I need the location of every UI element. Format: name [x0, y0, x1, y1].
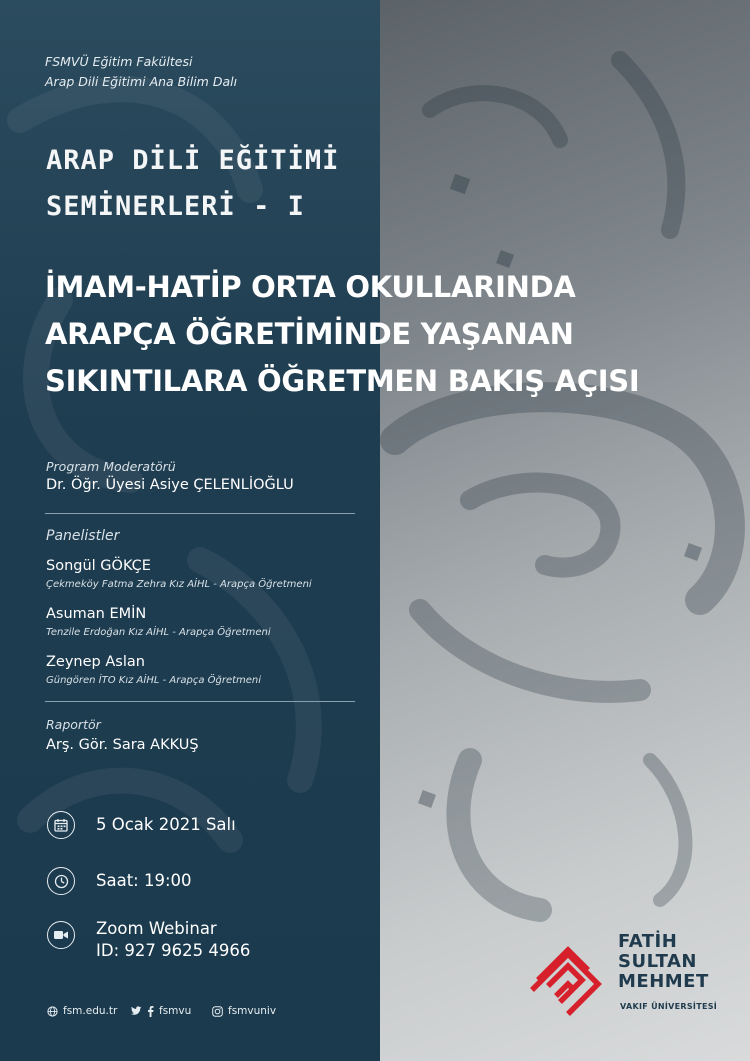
series-title	[46, 138, 339, 230]
panelist-role: Güngören İTO Kız AİHL - Arapça Öğretmeni	[46, 675, 262, 686]
reporter-label: Raportör	[46, 717, 101, 732]
faculty-line: FSMVÜ Eğitim Fakültesi	[45, 54, 193, 69]
divider	[45, 513, 355, 514]
seminar-title-line2: ARAPÇA ÖĞRETİMİNDE YAŞANAN	[45, 317, 574, 351]
logo-line1: FATİH	[618, 931, 678, 952]
seminar-title-line3: SIKINTILARA ÖĞRETMEN BAKIŞ AÇISI	[45, 364, 640, 398]
event-platform: Zoom Webinar	[96, 919, 217, 938]
instagram-icon	[212, 1006, 223, 1017]
panelist-name: Asuman EMİN	[46, 606, 147, 622]
logo-line2: SULTAN	[618, 951, 697, 972]
logo-subtitle: VAKIF ÜNİVERSİTESİ	[620, 1002, 718, 1011]
facebook-icon	[147, 1006, 154, 1017]
background-texture	[380, 0, 750, 1061]
panelists-label: Panelistler	[46, 528, 120, 544]
panelist-role: Tenzile Erdoğan Kız AİHL - Arapça Öğretmeni	[46, 627, 271, 638]
calendar-icon	[47, 811, 75, 839]
series-title-line1: ARAP DİLİ EĞİTİMİ	[46, 145, 340, 176]
meeting-id: ID: 927 9625 4966	[96, 941, 251, 960]
website-text: fsm.edu.tr	[63, 1005, 118, 1017]
divider	[45, 701, 355, 702]
moderator-name: Dr. Öğr. Üyesi Asiye ÇELENLİOĞLU	[46, 477, 294, 493]
moderator-label: Program Moderatörü	[46, 459, 176, 474]
instagram-link[interactable]	[212, 1005, 276, 1017]
clock-icon	[47, 867, 75, 895]
logo-line3: MEHMET	[618, 971, 709, 992]
instagram-handle: fsmvuniv	[228, 1005, 277, 1017]
panelist-name: Songül GÖKÇE	[46, 558, 151, 574]
department-line: Arap Dili Eğitimi Ana Bilim Dalı	[45, 74, 238, 89]
university-logo-wordmark	[618, 932, 709, 992]
event-time: Saat: 19:00	[96, 871, 192, 890]
twitter-facebook-handle: fsmvu	[159, 1005, 192, 1017]
faculty-heading	[45, 52, 237, 92]
video-camera-icon	[47, 921, 75, 949]
university-logo-mark	[528, 930, 608, 1016]
panelist-name: Zeynep Aslan	[46, 654, 145, 670]
website-link[interactable]	[47, 1005, 117, 1017]
globe-icon	[47, 1006, 58, 1017]
seminar-title	[45, 264, 639, 405]
event-date: 5 Ocak 2021 Salı	[96, 815, 236, 834]
twitter-facebook-link[interactable]	[131, 1005, 191, 1017]
twitter-icon	[131, 1006, 142, 1016]
panelist-role: Çekmeköy Fatma Zehra Kız AİHL - Arapça Öğretmeni	[46, 579, 312, 590]
reporter-name: Arş. Gör. Sara AKKUŞ	[46, 737, 199, 753]
series-title-line2: SEMİNERLERİ - I	[46, 191, 305, 222]
seminar-title-line1: İMAM-HATİP ORTA OKULLARINDA	[45, 270, 576, 304]
